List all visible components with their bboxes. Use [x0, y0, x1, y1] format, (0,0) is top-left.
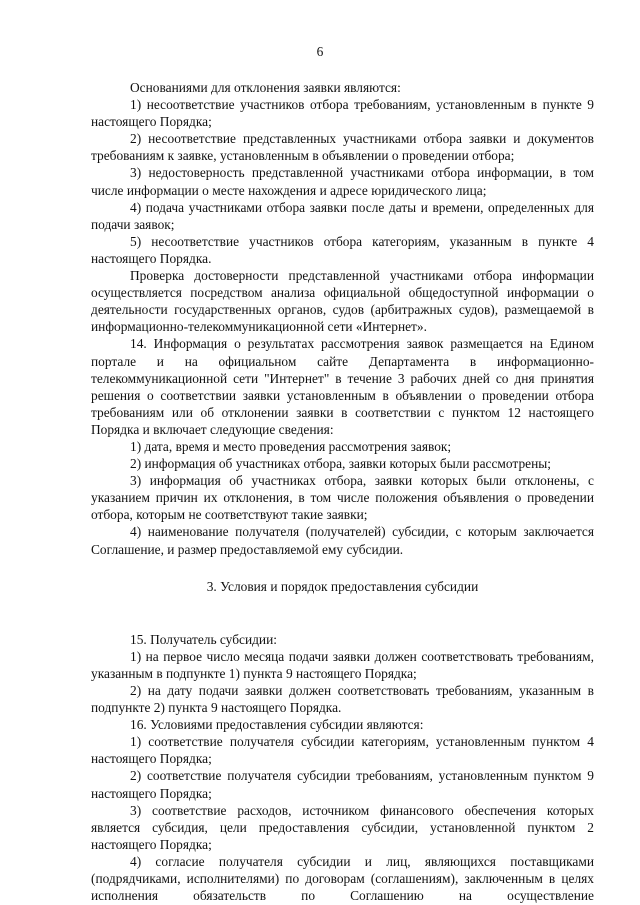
- list-item: 3) информация об участниках отбора, заявки которых были отклонены, с указанием причин их отклонения, в том числе положения объявления о проведении отбора, которым не соответствуют такие заявки;: [91, 473, 594, 523]
- list-item: 1) соответствие получателя субсидии категориям, установленным пунктом 4 настоящего Порядка;: [91, 734, 594, 767]
- list-item: 5) несоответствие участников отбора категориям, указанным в пункте 4 настоящего Порядка.: [91, 233, 594, 266]
- list-item: 4) согласие получателя субсидии и лиц, являющихся поставщиками (подрядчиками, исполнителями) по договорам (соглашениям), заключенным в целях исполнения обязательств по Соглашению на осуществление: [91, 853, 594, 904]
- list-item: 2) на дату подачи заявки должен соответствовать требованиям, указанным в подпункте 2) пункта 9 настоящего Порядка.: [91, 683, 594, 716]
- paragraph: 15. Получатель субсидии:: [130, 631, 277, 647]
- spacer: [91, 595, 594, 631]
- list-item: 3) соответствие расходов, источником финансового обеспечения которых является субсидия, цели предоставления субсидии, установленной пунктом 2 настоящего Порядка;: [91, 802, 594, 852]
- list-item: 4) наименование получателя (получателей) субсидии, с которым заключается Соглашение, и размер предоставляемой ему субсидии.: [91, 524, 594, 557]
- section-heading: 3. Условия и порядок предоставления субсидии: [206, 578, 479, 594]
- list-item: 1) на первое число месяца подачи заявки должен соответствовать требованиям, указанным в подпункте 1) пункта 9 настоящего Порядка;: [91, 648, 594, 681]
- list-item: 4) подача участниками отбора заявки после даты и времени, определенных для подачи заявок;: [91, 199, 594, 232]
- list-item: 2) соответствие получателя субсидии требованиям, установленным пунктом 9 настоящего Порядка;: [91, 768, 594, 801]
- list-item: 3) недостоверность представленной участниками отбора информации, в том числе информации о месте нахождения и адресе юридического лица;: [91, 165, 594, 198]
- list-item: 2) информация об участниках отбора, заявки которых были рассмотрены;: [130, 456, 551, 472]
- paragraph: Основаниями для отклонения заявки являются:: [130, 80, 401, 95]
- list-item: 1) несоответствие участников отбора требованиям, установленным в пункте 9 настоящего Порядка;: [91, 97, 594, 130]
- list-item: 2) несоответствие представленных участниками отбора заявки и документов требованиям к заявке, установленным в объявлении о проведении отбора;: [91, 131, 594, 164]
- document-body: [91, 79, 594, 904]
- paragraph: 16. Условиями предоставления субсидии являются:: [130, 717, 424, 733]
- list-item: 1) дата, время и место проведения рассмотрения заявок;: [130, 438, 452, 454]
- page-number: 6: [316, 44, 324, 59]
- paragraph: Проверка достоверности представленной участниками отбора информации осуществляется посредством анализа официальной общедоступной информации о деятельности государственных органов, судов (арбитражных судов), размещаемой в информационно-телекоммуникационной сети «Интернет».: [91, 268, 594, 335]
- paragraph: 14. Информация о результатах рассмотрения заявок размещается на Едином портале и на официальном сайте Департамента в информационно-телекоммуникационной сети "Интернет" в течение 3 рабочих дней со дня принятия решения о соответствии заявки установленным в объявлении о проведении отбора требованиям или об отклонении заявки в соответствии с пунктом 12 настоящего Порядка и включает следующие сведения:: [91, 336, 594, 437]
